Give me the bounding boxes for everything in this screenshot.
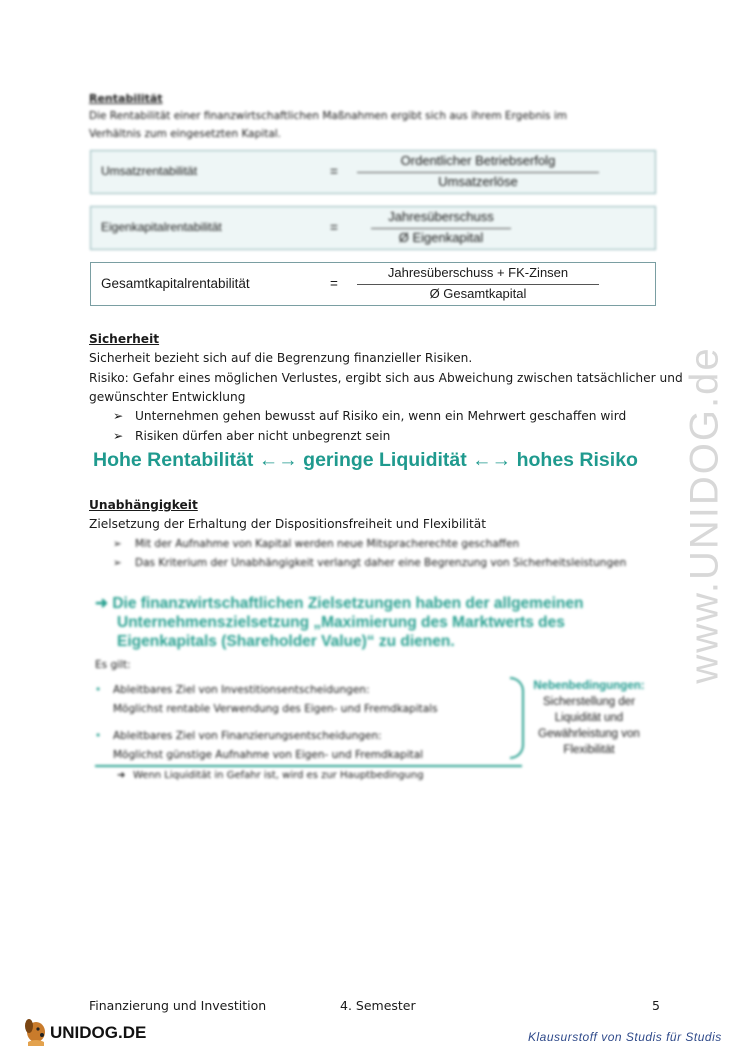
arrow-right-icon: ➜: [95, 595, 108, 612]
formula-equals: =: [330, 276, 338, 291]
point-text: Ableitbares Ziel von Finanzierungsentscheidungen:: [113, 730, 382, 742]
side-note-line: Flexibilität: [563, 744, 615, 756]
unidog-logo: [22, 1014, 152, 1046]
list-item: [113, 429, 390, 443]
divider: [95, 765, 522, 767]
fraction-bar: [357, 284, 599, 285]
formula-numerator: Jahresüberschuss + FK-Zinsen: [387, 265, 569, 280]
formula-label: Umsatzrentabilität: [101, 164, 198, 178]
conclusion-line-2: Unternehmenszielsetzung „Maximierung des Marktwerts des: [117, 614, 565, 631]
unabhaengigkeit-line-1: Zielsetzung der Erhaltung der Dispositionsfreiheit und Flexibilität: [89, 517, 487, 531]
point-2-line-2: Möglichst günstige Aufnahme von Eigen- und Fremdkapital: [113, 749, 424, 761]
point-2-line-1: [95, 730, 382, 742]
watermark: www.UNIDOG.de: [682, 346, 727, 684]
side-note: [518, 678, 660, 758]
formula-denominator: Ø Eigenkapital: [398, 230, 484, 245]
rentabilitaet-intro-2: Verhältnis zum eingesetzten Kapital.: [89, 128, 282, 140]
formula-box-gesamtkapitalrentabilitaet: [90, 262, 656, 306]
sicherheit-line-3: gewünschter Entwicklung: [89, 390, 246, 404]
list-item: [113, 409, 626, 423]
rentabilitaet-intro-1: Die Rentabilität einer finanzwirtschaftlichen Maßnahmen ergibt sich aus ihrem Ergebnis im: [89, 110, 567, 122]
formula-label: Gesamtkapitalrentabilität: [101, 276, 250, 291]
side-note-line: Liquidität und: [554, 712, 624, 724]
formula-equals: =: [330, 164, 338, 179]
formula-box-umsatzrentabilitaet: [90, 150, 656, 194]
arrowhead-bullet-icon: ➢: [113, 429, 124, 443]
section-heading-unabhaengigkeit: Unabhängigkeit: [89, 498, 198, 512]
point-1-line-1: [95, 684, 369, 696]
final-note-text: Wenn Liquidität in Gefahr ist, wird es zur Hauptbedingung: [133, 770, 424, 781]
footer-page-number: 5: [652, 998, 660, 1013]
fraction-bar: [371, 228, 511, 229]
section-heading-rentabilitaet: Rentabilität: [89, 92, 163, 105]
formula-denominator: Umsatzerlöse: [438, 174, 518, 189]
formula-denominator: Ø Gesamtkapital: [429, 286, 527, 301]
point-1-line-2: Möglichst rentable Verwendung des Eigen- und Fremdkapitals: [113, 703, 438, 715]
arrowhead-bullet-icon: ➢: [113, 538, 122, 550]
conclusion-line-3: Eigenkapitals (Shareholder Value)“ zu dienen.: [117, 633, 455, 650]
side-note-title: Nebenbedingungen:: [533, 680, 645, 692]
list-item-text: Das Kriterium der Unabhängigkeit verlangt daher eine Begrenzung von Sicherheitsleistungen: [135, 557, 627, 569]
point-text: Ableitbares Ziel von Investitionsentscheidungen:: [113, 684, 370, 696]
list-item-text: Unternehmen gehen bewusst auf Risiko ein, wenn ein Mehrwert geschaffen wird: [135, 409, 627, 423]
logo-text: UNIDOG.DE: [50, 1023, 147, 1042]
formula-numerator: Ordentlicher Betriebserfolg: [400, 153, 556, 168]
arrowhead-bullet-icon: ➢: [113, 409, 124, 423]
section-heading-sicherheit: Sicherheit: [89, 332, 160, 346]
arrow-right-icon: ➜: [117, 770, 126, 781]
list-item-text: Mit der Aufnahme von Kapital werden neue Mitspracherechte geschaffen: [135, 538, 520, 550]
final-note: [117, 770, 424, 781]
footer-slogan: Klausurstoff von Studis für Studis: [528, 1030, 722, 1044]
list-item-text: Risiken dürfen aber nicht unbegrenzt sein: [135, 429, 391, 443]
sicherheit-line-1: Sicherheit bezieht sich auf die Begrenzung finanzieller Risiken.: [89, 351, 473, 365]
es-gilt-label: Es gilt:: [95, 659, 131, 671]
side-note-line: Gewährleistung von: [538, 728, 640, 740]
list-item: [113, 538, 519, 550]
formula-label: Eigenkapitalrentabilität: [101, 220, 222, 234]
sicherheit-line-2: Risiko: Gefahr eines möglichen Verlustes, ergibt sich aus Abweichung zwischen tatsächlicher und: [89, 371, 683, 385]
list-item: [113, 557, 626, 569]
formula-numerator: Jahresüberschuss: [388, 209, 494, 224]
footer-semester: 4. Semester: [340, 998, 416, 1013]
formula-box-eigenkapitalrentabilitaet: [90, 206, 656, 250]
bullet-dot-icon: •: [95, 684, 102, 696]
footer-subject: Finanzierung und Investition: [89, 998, 267, 1013]
arrowhead-bullet-icon: ➢: [113, 557, 122, 569]
fraction-bar: [357, 172, 599, 173]
conclusion-text: Die finanzwirtschaftlichen Zielsetzungen haben der allgemeinen: [112, 595, 584, 612]
side-note-line: Sicherstellung der: [542, 696, 636, 708]
bullet-dot-icon: •: [95, 730, 102, 742]
conclusion-line-1: [95, 594, 583, 613]
formula-equals: =: [330, 220, 338, 235]
tagline: Hohe Rentabilität ←→ geringe Liquidität ←→ hohes Risiko: [93, 449, 638, 471]
